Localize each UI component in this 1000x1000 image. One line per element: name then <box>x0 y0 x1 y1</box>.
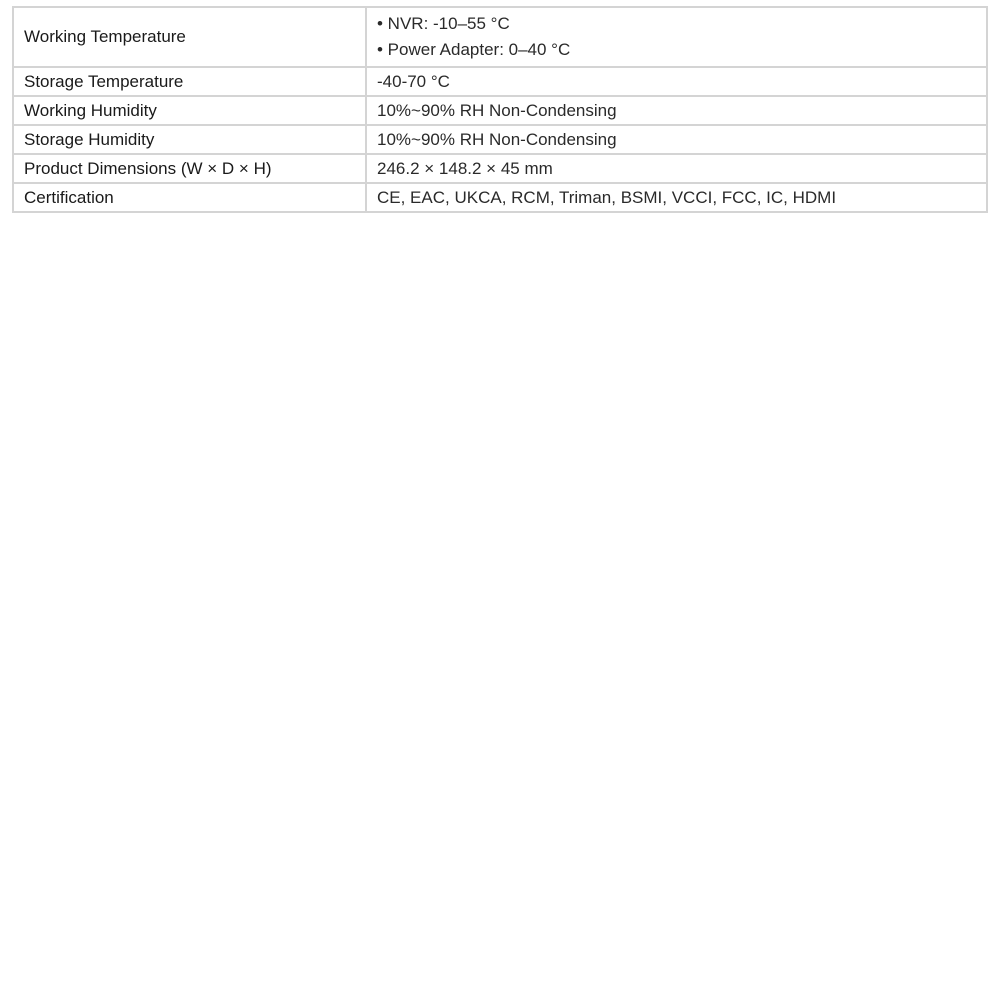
spec-label: Storage Temperature <box>13 67 366 96</box>
spec-value: CE, EAC, UKCA, RCM, Triman, BSMI, VCCI, FCC, IC, HDMI <box>366 183 987 212</box>
table-row-working-temperature <box>13 7 987 67</box>
spec-label: Working Temperature <box>13 7 366 67</box>
spec-label: Storage Humidity <box>13 125 366 154</box>
table-row-storage-humidity <box>13 125 987 154</box>
spec-value: -40-70 °C <box>366 67 987 96</box>
table-row-storage-temperature <box>13 67 987 96</box>
spec-value: 246.2 × 148.2 × 45 mm <box>366 154 987 183</box>
spec-value-line: • NVR: -10–55 °C <box>377 14 510 33</box>
spec-label: Product Dimensions (W × D × H) <box>13 154 366 183</box>
spec-label: Working Humidity <box>13 96 366 125</box>
table-row-certification <box>13 183 987 212</box>
table-row-working-humidity <box>13 96 987 125</box>
table-row-product-dimensions <box>13 154 987 183</box>
spec-value <box>366 7 987 67</box>
spec-label: Certification <box>13 183 366 212</box>
spec-value: 10%~90% RH Non-Condensing <box>366 125 987 154</box>
spec-table <box>12 6 988 213</box>
spec-value: 10%~90% RH Non-Condensing <box>366 96 987 125</box>
spec-value-line: • Power Adapter: 0–40 °C <box>377 40 571 59</box>
